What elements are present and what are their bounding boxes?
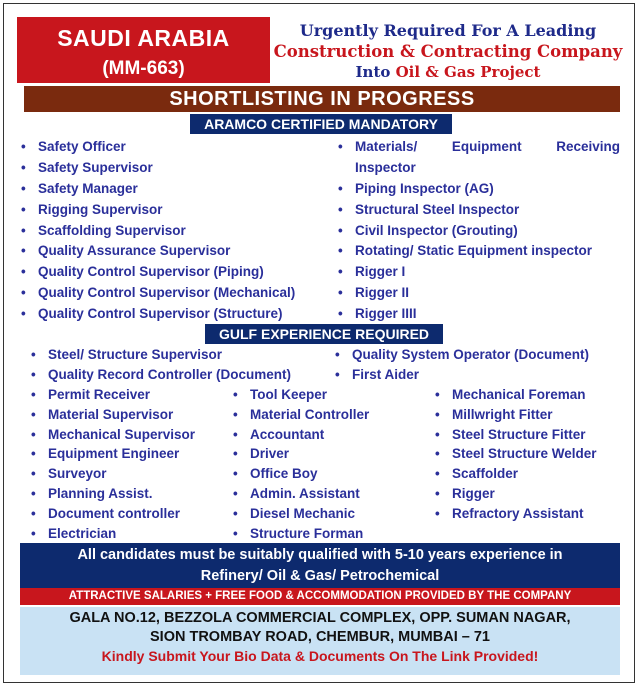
list-item: • Permit Receiver bbox=[30, 385, 195, 405]
list-item: • Rigger IIII bbox=[337, 304, 620, 325]
list-item: • Structural Steel Inspector bbox=[337, 200, 620, 221]
country-box bbox=[17, 17, 270, 83]
list-item: • Electrician bbox=[30, 524, 195, 544]
list-item: • Document controller bbox=[30, 504, 195, 524]
qualification-line-2: Refinery/ Oil & Gas/ Petrochemical bbox=[200, 568, 440, 584]
list-item: • Piping Inspector (AG) bbox=[337, 179, 620, 200]
qualification-line-1: All candidates must be suitably qualified with 5-10 years experience in bbox=[77, 547, 563, 563]
aramco-list-right bbox=[337, 137, 620, 325]
list-item-word: Receiving bbox=[556, 139, 620, 154]
list-item: • Rotating/ Static Equipment inspector bbox=[337, 241, 620, 262]
list-item: • Scaffolder bbox=[434, 464, 597, 484]
gulf-section-title: GULF EXPERIENCE REQUIRED bbox=[205, 324, 443, 344]
aramco-list-left bbox=[20, 137, 295, 325]
list-item: • Surveyor bbox=[30, 464, 195, 484]
headline-line-3 bbox=[272, 63, 624, 81]
list-item: • Safety Manager bbox=[20, 179, 295, 200]
list-item: • Quality System Operator (Document) bbox=[334, 345, 589, 365]
headline-line-3-prefix: Into bbox=[355, 63, 391, 81]
gulf-list-top-left bbox=[30, 345, 291, 385]
gulf-list-col-2 bbox=[232, 385, 369, 543]
benefits-band: ATTRACTIVE SALARIES + FREE FOOD & ACCOMMODATION PROVIDED BY THE COMPANY bbox=[20, 588, 620, 605]
job-code: (MM-663) bbox=[102, 58, 185, 79]
call-to-action: Kindly Submit Your Bio Data & Documents On The Link Provided! bbox=[101, 648, 539, 664]
list-item: • Structure Forman bbox=[232, 524, 369, 544]
list-item: • Quality Control Supervisor (Piping) bbox=[20, 262, 295, 283]
list-item: • Driver bbox=[232, 444, 369, 464]
list-item: • Tool Keeper bbox=[232, 385, 369, 405]
qualification-band bbox=[20, 543, 620, 588]
list-item: • First Aider bbox=[334, 365, 589, 385]
list-item: • Safety Supervisor bbox=[20, 158, 295, 179]
list-item: • Civil Inspector (Grouting) bbox=[337, 221, 620, 242]
list-item: • Scaffolding Supervisor bbox=[20, 221, 295, 242]
list-item: • Material Controller bbox=[232, 405, 369, 425]
list-item: • Steel/ Structure Supervisor bbox=[30, 345, 291, 365]
list-item: • Planning Assist. bbox=[30, 484, 195, 504]
list-item: • Mechanical Supervisor bbox=[30, 425, 195, 445]
list-item: • Quality Control Supervisor (Mechanical) bbox=[20, 283, 295, 304]
list-item: • Accountant bbox=[232, 425, 369, 445]
address-block bbox=[20, 607, 620, 675]
list-item: • Safety Officer bbox=[20, 137, 295, 158]
list-item: • Rigger I bbox=[337, 262, 620, 283]
list-item bbox=[337, 137, 620, 179]
aramco-section-title: ARAMCO CERTIFIED MANDATORY bbox=[190, 114, 452, 134]
list-item: • Rigging Supervisor bbox=[20, 200, 295, 221]
list-item: • Quality Assurance Supervisor bbox=[20, 241, 295, 262]
list-item: • Steel Structure Welder bbox=[434, 444, 597, 464]
address-line-2: SION TROMBAY ROAD, CHEMBUR, MUMBAI – 71 bbox=[150, 629, 490, 645]
list-item: • Steel Structure Fitter bbox=[434, 425, 597, 445]
list-item: • Quality Control Supervisor (Structure) bbox=[20, 304, 295, 325]
headline-line-2: Construction & Contracting Company bbox=[273, 42, 623, 61]
list-item-word: Equipment bbox=[451, 139, 522, 154]
gulf-list-col-1 bbox=[30, 385, 195, 543]
headline-line-3-highlight: Oil & Gas Project bbox=[395, 63, 541, 81]
headline-block bbox=[272, 17, 624, 83]
headline-line-1: Urgently Required For A Leading bbox=[299, 21, 597, 40]
list-item: • Rigger II bbox=[337, 283, 620, 304]
list-item: • Millwright Fitter bbox=[434, 405, 597, 425]
list-item: • Mechanical Foreman bbox=[434, 385, 597, 405]
list-item: • Material Supervisor bbox=[30, 405, 195, 425]
list-item: • Admin. Assistant bbox=[232, 484, 369, 504]
list-item-continuation: Inspector bbox=[355, 159, 416, 175]
gulf-list-col-3 bbox=[434, 385, 597, 524]
list-item: • Equipment Engineer bbox=[30, 444, 195, 464]
list-item: • Rigger bbox=[434, 484, 597, 504]
list-item: • Refractory Assistant bbox=[434, 504, 597, 524]
list-item: • Diesel Mechanic bbox=[232, 504, 369, 524]
list-item: • Office Boy bbox=[232, 464, 369, 484]
list-item-word: • Materials/ bbox=[355, 139, 418, 154]
address-line-1: GALA NO.12, BEZZOLA COMMERCIAL COMPLEX, OPP. SUMAN NAGAR, bbox=[69, 610, 571, 626]
country-name: SAUDI ARABIA bbox=[57, 25, 230, 51]
shortlisting-banner: SHORTLISTING IN PROGRESS bbox=[24, 86, 620, 112]
list-item: • Quality Record Controller (Document) bbox=[30, 365, 291, 385]
gulf-list-top-right bbox=[334, 345, 589, 385]
